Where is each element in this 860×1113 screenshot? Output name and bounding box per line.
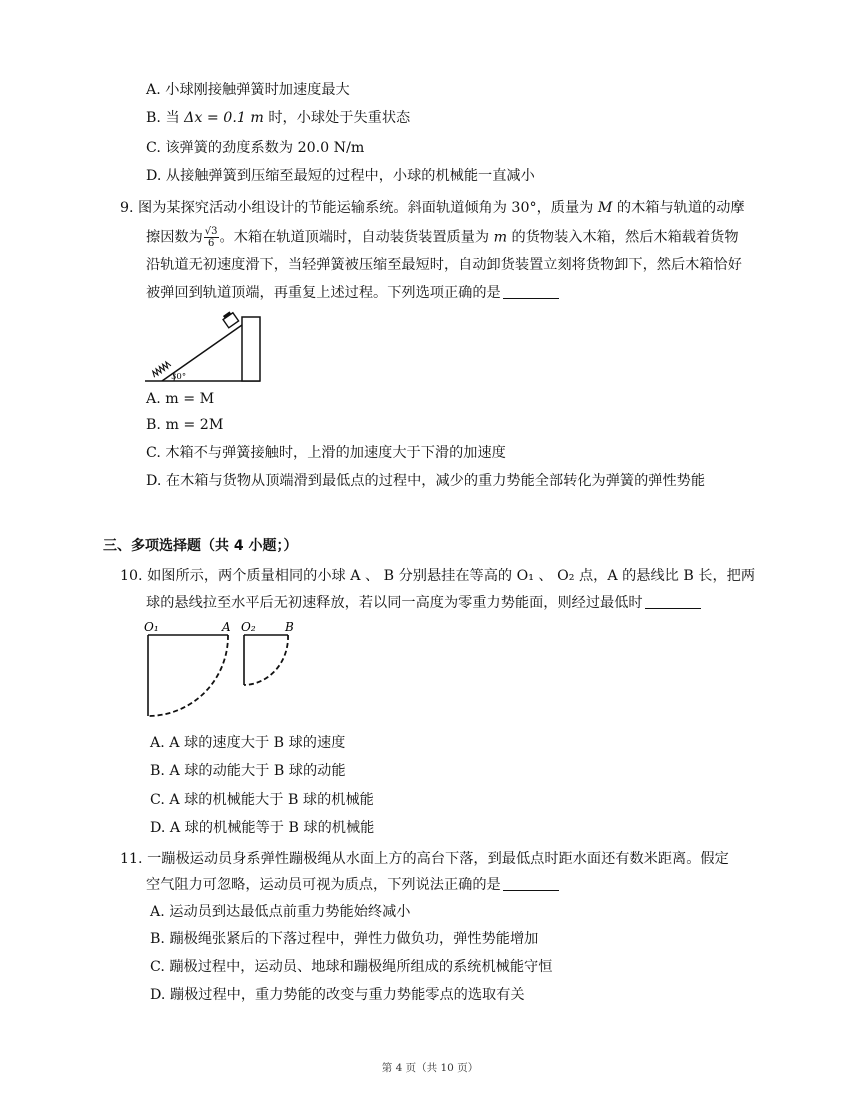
fraction-denominator: 6	[207, 238, 215, 249]
q9-incline-diagram	[140, 305, 270, 385]
q10-option-a: A. A 球的速度大于 B 球的速度	[150, 735, 346, 751]
q9-stem-line4	[146, 284, 559, 302]
q8-option-b	[146, 109, 410, 127]
answer-blank	[503, 876, 559, 891]
answer-blank	[645, 594, 701, 609]
q8-option-a: A. 小球刚接触弹簧时加速度最大	[146, 82, 350, 98]
q9-option-b: B. m = 2M	[146, 417, 224, 433]
q9-stem-line2	[146, 226, 739, 249]
q11-stem-line1: 11. 一蹦极运动员身系弹性蹦极绳从水面上方的高台下落，到最低点时距水面还有数米距离。假定	[120, 851, 729, 867]
q9-text: 9. 图为某探究活动小组设计的节能运输系统。斜面轨道倾角为 30°，质量为	[120, 200, 598, 216]
q9-text: 的木箱与轨道的动摩	[612, 200, 745, 216]
support-wall	[242, 317, 260, 381]
q10-stem-line1: 10. 如图所示，两个质量相同的小球 A 、 B 分别悬挂在等高的 O₁ 、 O₂ 点，A 的悬线比 B 长，把两	[120, 568, 756, 584]
q9-var-m: m	[493, 229, 508, 246]
arc-B	[244, 635, 288, 685]
q8-option-b-prefix: B. 当	[146, 110, 180, 126]
label-O1: O₁	[144, 620, 159, 634]
q11-option-b: B. 蹦极绳张紧后的下落过程中，弹性力做负功，弹性势能增加	[150, 931, 539, 947]
label-O2: O₂	[241, 620, 256, 634]
spring-icon	[151, 361, 171, 377]
q11-option-a: A. 运动员到达最低点前重力势能始终减小	[150, 904, 411, 920]
q8-option-d: D. 从接触弹簧到压缩至最短的过程中，小球的机械能一直减小	[146, 168, 535, 184]
q10-text: 球的悬线拉至水平后无初速释放，若以同一高度为零重力势能面，则经过最低时	[146, 595, 643, 611]
q9-text: 的货物装入木箱，然后木箱载着货物	[507, 229, 739, 246]
q9-text: 。木箱在轨道顶端时，自动装货装置质量为	[219, 229, 494, 246]
q9-text: 被弹回到轨道顶端，再重复上述过程。下列选项正确的是	[146, 285, 501, 301]
q11-stem-line2	[146, 876, 559, 894]
q10-stem-line2	[146, 594, 701, 612]
q9-option-c: C. 木箱不与弹簧接触时，上滑的加速度大于下滑的加速度	[146, 445, 506, 461]
q9-option-d: D. 在木箱与货物从顶端滑到最低点的过程中，减少的重力势能全部转化为弹簧的弹性势能	[146, 473, 706, 489]
q9-var-M: M	[597, 200, 613, 216]
q10-pendulum-diagram	[140, 618, 320, 723]
q9-fraction	[204, 226, 219, 249]
q11-option-c: C. 蹦极过程中，运动员、地球和蹦极绳所组成的系统机械能守恒	[150, 959, 553, 975]
q8-option-c: C. 该弹簧的劲度系数为 20.0 N/m	[146, 140, 365, 156]
arc-A	[148, 635, 228, 716]
q10-option-c: C. A 球的机械能大于 B 球的机械能	[150, 792, 374, 808]
answer-blank	[503, 284, 559, 299]
q8-option-b-suffix: 时，小球处于失重状态	[268, 110, 411, 126]
q11-option-d: D. 蹦极过程中，重力势能的改变与重力势能零点的选取有关	[150, 987, 525, 1003]
section-heading: 三、多项选择题（共 4 小题；）	[103, 538, 298, 554]
q10-option-d: D. A 球的机械能等于 B 球的机械能	[150, 820, 375, 836]
fraction-numerator: √3	[204, 226, 218, 237]
label-B: B	[285, 620, 294, 634]
angle-label: 30°	[171, 372, 187, 382]
q11-text: 空气阻力可忽略，运动员可视为质点，下列说法正确的是	[146, 877, 501, 893]
q9-text: 擦因数为	[146, 229, 203, 246]
q8-option-b-formula: Δx = 0.1 m	[184, 110, 264, 126]
label-A: A	[222, 620, 231, 634]
box-on-incline	[221, 310, 238, 328]
q9-stem-line3: 沿轨道无初速度滑下，当轻弹簧被压缩至最短时，自动卸货装置立刻将货物卸下，然后木箱恰好	[146, 257, 742, 273]
q10-option-b: B. A 球的动能大于 B 球的动能	[150, 763, 346, 779]
page-footer: 第 4 页（共 10 页）	[381, 1062, 479, 1074]
q9-stem-line1	[120, 199, 745, 217]
q9-option-a: A. m = M	[146, 391, 215, 407]
